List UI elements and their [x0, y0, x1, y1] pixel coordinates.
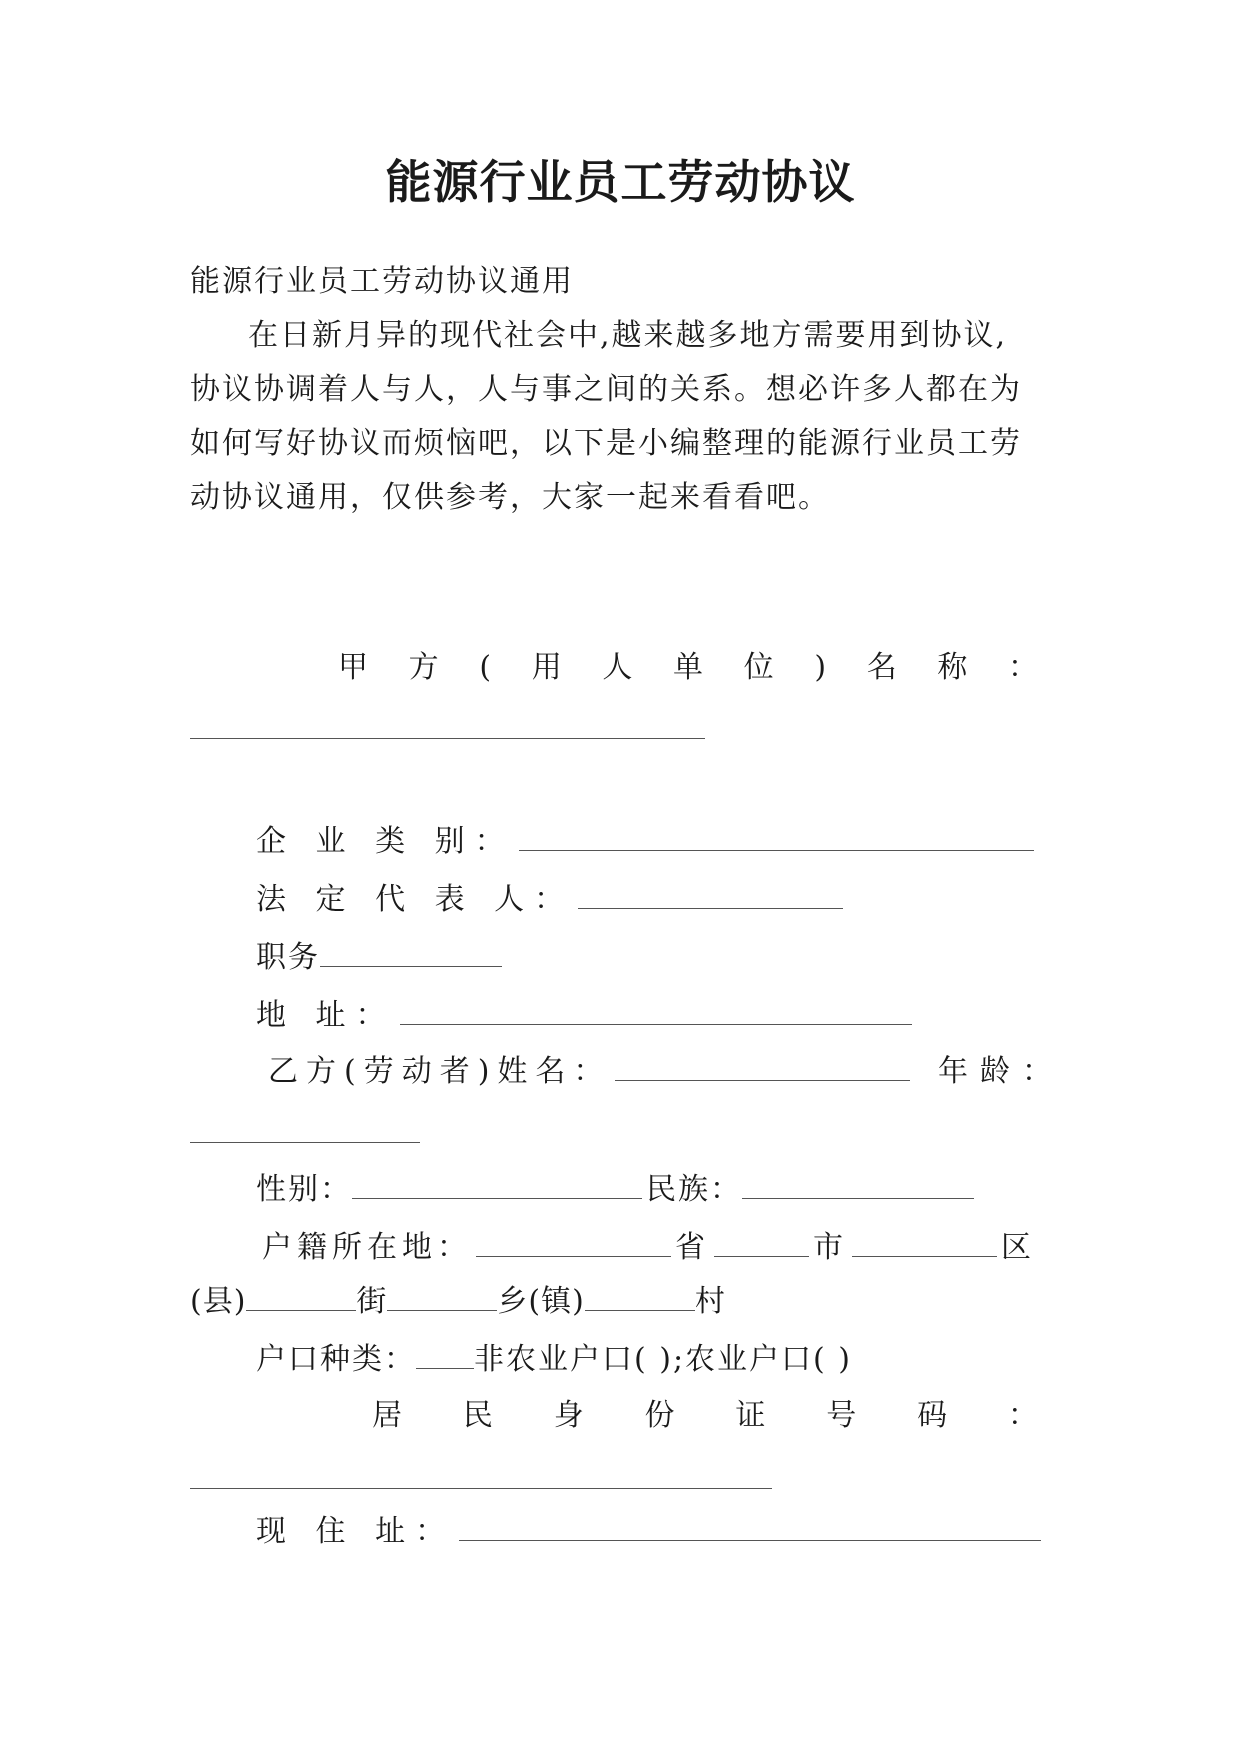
household-type-label: 户口种类： — [256, 1342, 416, 1377]
legal-rep-row — [256, 880, 847, 920]
id-char: 码 — [917, 1398, 948, 1433]
enterprise-type-label: 企 业 类 别： — [256, 824, 515, 859]
household-row — [262, 1228, 1036, 1268]
address-label: 地 址： — [256, 998, 396, 1033]
id-number-blank[interactable] — [190, 1488, 772, 1489]
intro-line-2: 协议协调着人与人，人与事之间的关系。想必许多人都在为 — [190, 372, 1022, 407]
city-label: 市 — [813, 1230, 848, 1265]
household-type-row — [256, 1340, 852, 1380]
household-type-options: 非农业户口( );农业户口( ) — [474, 1342, 852, 1377]
intro-line-1: 在日新月异的现代社会中,越来越多地方需要用到协议, — [248, 318, 1008, 353]
gender-row — [256, 1170, 978, 1210]
county-blank[interactable] — [246, 1284, 356, 1311]
id-char: ： — [1007, 1398, 1038, 1433]
street-label: 街 — [356, 1284, 388, 1319]
enterprise-type-row — [256, 822, 1038, 862]
id-char: 民 — [462, 1398, 493, 1433]
current-address-blank[interactable] — [459, 1514, 1041, 1541]
legal-rep-label: 法 定 代 表 人： — [256, 882, 575, 917]
position-blank[interactable] — [320, 940, 502, 967]
household-type-blank[interactable] — [416, 1342, 474, 1369]
party-a-char: 称 — [937, 650, 968, 685]
ethnicity-blank[interactable] — [742, 1172, 974, 1199]
address-blank[interactable] — [400, 998, 912, 1025]
document-title: 能源行业员工劳动协议 — [385, 155, 856, 209]
county-label: (县) — [190, 1284, 247, 1319]
party-a-char: 单 — [673, 650, 703, 685]
gender-label: 性别： — [256, 1172, 352, 1207]
province-blank[interactable] — [476, 1230, 671, 1257]
party-a-name-label — [338, 648, 1038, 688]
party-a-char: ： — [1008, 650, 1038, 685]
district-label: 区 — [1001, 1230, 1036, 1265]
intro-line-3: 如何写好协议而烦恼吧，以下是小编整理的能源行业员工劳 — [190, 426, 1022, 461]
party-a-char: 方 — [408, 650, 439, 685]
township-label: 乡(镇) — [497, 1284, 585, 1319]
enterprise-type-blank[interactable] — [519, 824, 1034, 851]
party-a-char: ) — [814, 650, 827, 685]
id-char: 证 — [735, 1398, 766, 1433]
party-a-name-blank[interactable] — [190, 738, 705, 739]
household-row-2 — [190, 1282, 726, 1322]
ethnicity-label: 民族： — [646, 1172, 742, 1207]
district-blank[interactable] — [852, 1230, 997, 1257]
province-label: 省 — [675, 1230, 710, 1265]
id-char: 居 — [372, 1398, 402, 1433]
legal-rep-blank[interactable] — [578, 882, 843, 909]
intro-line-4: 动协议通用，仅供参考，大家一起来看看吧。 — [190, 480, 830, 515]
gender-blank[interactable] — [352, 1172, 642, 1199]
city-blank[interactable] — [714, 1230, 809, 1257]
party-b-name-blank[interactable] — [615, 1054, 910, 1081]
party-b-name-label: 乙方(劳动者)姓名： — [268, 1054, 612, 1089]
street-blank[interactable] — [387, 1284, 497, 1311]
household-label: 户籍所在地： — [262, 1230, 472, 1265]
id-char: 号 — [826, 1398, 857, 1433]
party-a-char: 甲 — [338, 650, 368, 685]
village-label: 村 — [694, 1284, 726, 1319]
party-b-row — [268, 1052, 914, 1092]
party-a-char: 位 — [743, 650, 774, 685]
position-row — [256, 938, 506, 978]
document-subtitle: 能源行业员工劳动协议通用 — [190, 264, 574, 299]
age-label: 年龄： — [938, 1054, 1064, 1089]
party-a-char: 人 — [602, 650, 633, 685]
id-char: 身 — [553, 1398, 584, 1433]
age-blank[interactable] — [190, 1142, 420, 1143]
id-char: 份 — [644, 1398, 675, 1433]
party-a-char: 名 — [866, 650, 897, 685]
current-address-row — [256, 1512, 1045, 1552]
id-number-label — [372, 1396, 1038, 1436]
party-a-char: 用 — [531, 650, 562, 685]
position-label: 职务 — [256, 940, 320, 975]
address-row — [256, 996, 916, 1036]
current-address-label: 现 住 址： — [256, 1514, 456, 1549]
township-blank[interactable] — [585, 1284, 695, 1311]
party-a-char: ( — [479, 650, 492, 685]
